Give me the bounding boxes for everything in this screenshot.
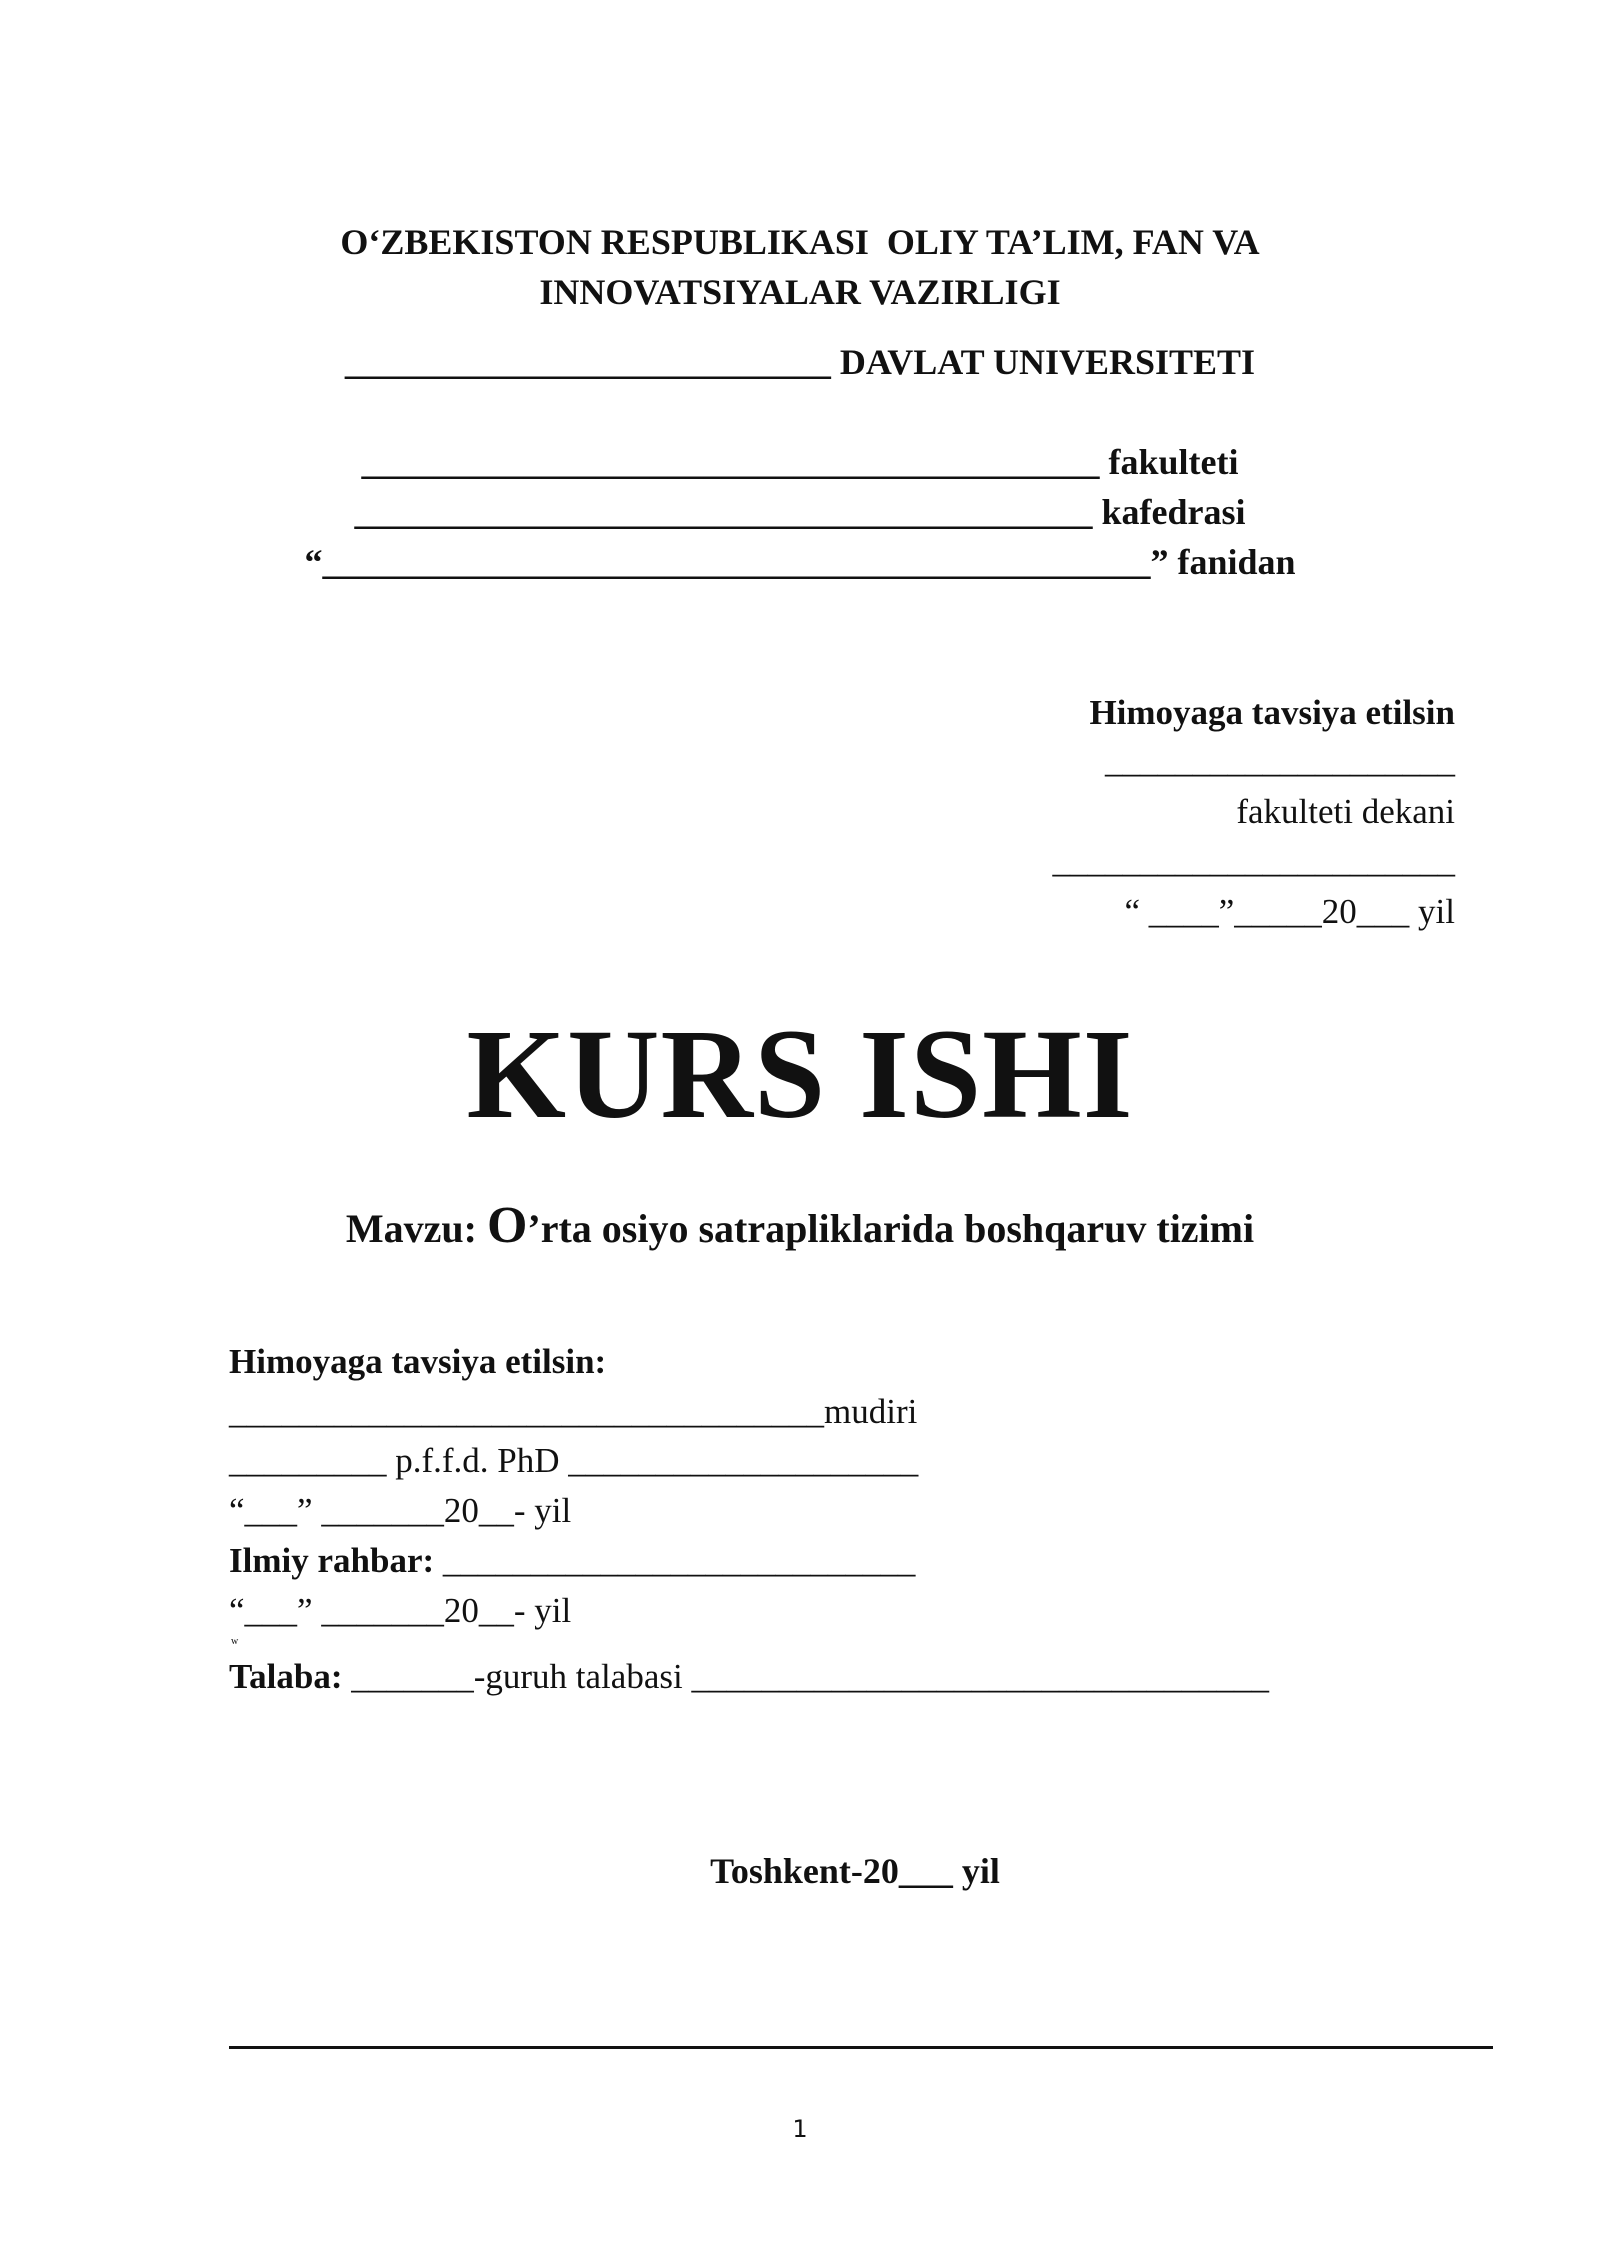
subject-line: “______________________________________________” fanidan [304, 542, 1296, 582]
supervisor-label: Ilmiy rahbar: [229, 1541, 435, 1580]
topic-label: Mavzu: [345, 1206, 487, 1251]
document-title: KURS ISHI [466, 1003, 1134, 1145]
department-line: _________________________________________ kafedrasi [354, 492, 1246, 532]
small-mark: w [231, 1636, 239, 1647]
city-year: Toshkent-20___ yil [710, 1851, 1000, 1891]
dean-blank-2: _______________________ [1052, 841, 1455, 880]
page-number: 1 [792, 2115, 808, 2143]
degree-line: _________ p.f.f.d. PhD ____________________ [229, 1441, 919, 1480]
ministry-line-2: INNOVATSIYALAR VAZIRLIGI [539, 272, 1061, 312]
approval-date-2: “___” _______20__- yil [229, 1591, 572, 1630]
footer-divider [229, 2046, 1493, 2049]
head-of-department-line: __________________________________mudiri [229, 1392, 918, 1431]
student-label: Talaba: [229, 1657, 343, 1696]
university-line: ___________________________ DAVLAT UNIVERSITETI [344, 342, 1256, 382]
dean-approval-heading: Himoyaga tavsiya etilsin [1089, 693, 1455, 732]
topic-line [0, 1197, 1600, 1254]
dean-date: “ ____”_____20___ yil [1124, 892, 1455, 931]
dean-blank-1: ____________________ [1105, 741, 1455, 780]
dean-role: fakulteti dekani [1236, 792, 1455, 831]
supervisor-line [229, 1543, 915, 1578]
student-line [229, 1659, 1269, 1694]
approval-date-1: “___” _______20__- yil [229, 1491, 572, 1530]
topic-text: ’rta osiyo satrapliklarida boshqaruv tizimi [527, 1206, 1255, 1251]
topic-first-letter: O [486, 1197, 528, 1254]
approval-heading: Himoyaga tavsiya etilsin: [229, 1342, 607, 1381]
faculty-line: _________________________________________ fakulteti [361, 442, 1239, 482]
ministry-line-1: O‘ZBEKISTON RESPUBLIKASI OLIY TA’LIM, FAN VA [340, 222, 1260, 262]
supervisor-blank: ___________________________ [434, 1541, 916, 1580]
student-blank: _______-guruh talabasi _________________________________ [342, 1657, 1269, 1696]
